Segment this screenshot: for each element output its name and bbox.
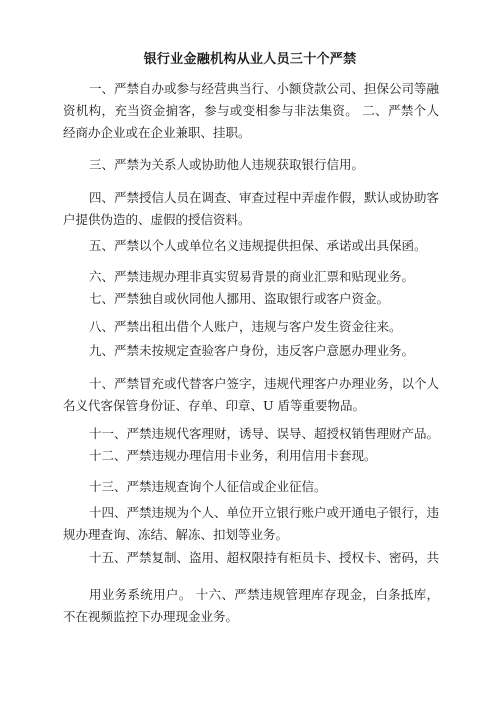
paragraph-15: 用业务系统用户。 十六、严禁违规管理库存现金，白条抵库，不在视频监控下办理现金业务。 [63,587,439,624]
paragraph-1: 一、严禁自办或参与经营典当行、小额贷款公司、担保公司等融资机构，充当资金掮客，参与或变相参与非法集资。 二、严禁个人经商办企业或在企业兼职、挂职。 [63,81,440,140]
paragraph-8: 九、严禁未按规定查验客户身份，违反客户意愿办理业务。 [89,343,415,358]
paragraph-13: 十四、严禁违规为个人、单位开立银行账户或开通电子银行，违规办理查询、冻结、解冻、扣划等业务。 [63,505,440,542]
paragraph-6: 七、严禁独自或伙同他人挪用、盗取银行或客户资金。 [89,291,390,306]
paragraph-2: 三、严禁为关系人或协助他人违规获取银行信用。 [89,157,365,172]
paragraph-5: 六、严禁违规办理非真实贸易背景的商业汇票和贴现业务。 [89,269,415,284]
paragraph-9: 十、严禁冒充或代替客户签字，违规代理客户办理业务，以个人名义代客保管身份证、存单、印章、U 盾等重要物品。 [63,376,440,413]
paragraph-4: 五、严禁以个人或单位名义违规提供担保、承诺或出具保函。 [89,238,427,253]
paragraph-10: 十一、严禁违规代客理财，诱导、误导、超授权销售理财产品。 [89,426,440,441]
paragraph-11: 十二、严禁违规办理信用卡业务，利用信用卡套现。 [89,448,377,463]
document-title: 银行业金融机构从业人员三十个严禁 [143,52,357,67]
paragraph-14: 十五、严禁复制、盗用、超权限持有柜员卡、授权卡、密码，共 [89,550,440,565]
paragraph-3: 四、严禁授信人员在调查、审查过程中弄虚作假，默认或协助客户提供伪造的、虚假的授信资料。 [63,190,440,227]
paragraph-7: 八、严禁出租出借个人账户，违规与客户发生资金往来。 [89,319,402,334]
paragraph-12: 十三、严禁违规查询个人征信或企业征信。 [89,479,327,494]
